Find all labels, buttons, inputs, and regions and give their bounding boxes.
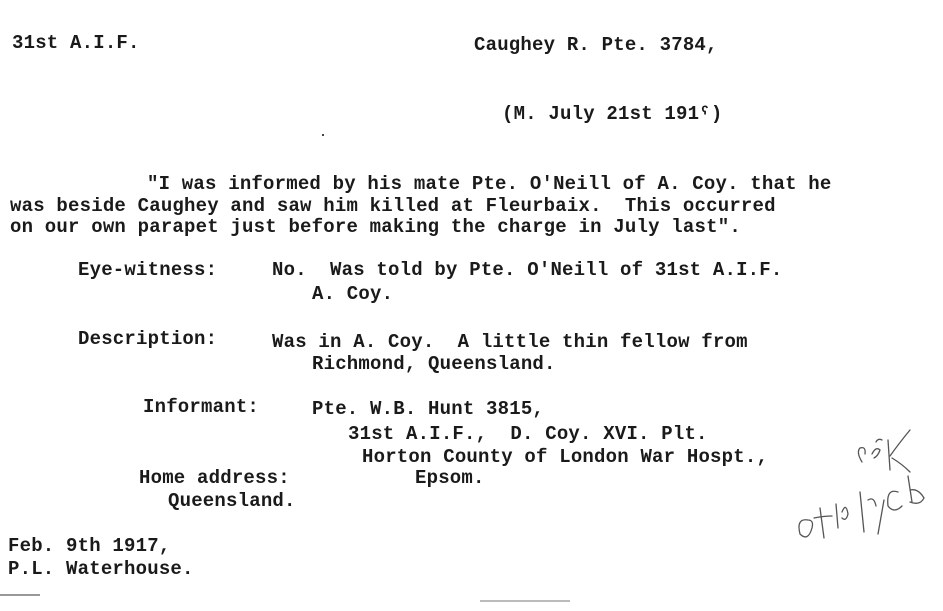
description-value: Was in A. Coy. A little thin fellow from bbox=[272, 331, 748, 353]
statement-line: was beside Caughey and saw him killed at Fleurbaix. This occurred bbox=[10, 195, 776, 217]
home-address-label: Home address: bbox=[139, 467, 290, 489]
eye-witness-label: Eye-witness: bbox=[78, 259, 218, 281]
unit-heading: 31st A.I.F. bbox=[12, 32, 140, 54]
informant-value: Pte. W.B. Hunt 3815, bbox=[312, 398, 545, 420]
paper-mark bbox=[322, 134, 324, 136]
description-value: Richmond, Queensland. bbox=[312, 353, 556, 375]
description-label: Description: bbox=[78, 328, 218, 350]
signature-date: Feb. 9th 1917, bbox=[8, 535, 171, 557]
soldier-name: Caughey R. Pte. 3784, bbox=[474, 34, 718, 56]
eye-witness-value: A. Coy. bbox=[312, 283, 394, 305]
paper-mark bbox=[0, 594, 40, 596]
eye-witness-value: No. Was told by Pte. O'Neill of 31st A.I.F. bbox=[272, 259, 783, 281]
home-address-value: Epsom. bbox=[415, 467, 485, 489]
informant-value: Horton County of London War Hospt., bbox=[362, 446, 769, 468]
informant-label: Informant: bbox=[143, 396, 260, 418]
statement-line: on our own parapet just before making the charge in July last". bbox=[10, 216, 741, 238]
signature-name: P.L. Waterhouse. bbox=[8, 558, 194, 580]
home-address-value: Queensland. bbox=[168, 490, 296, 512]
informant-value: 31st A.I.F., D. Coy. XVI. Plt. bbox=[348, 423, 708, 445]
missing-date: (M. July 21st 191ˁ) bbox=[502, 103, 723, 125]
handwritten-annotation-icon bbox=[780, 400, 940, 550]
statement-line: "I was informed by his mate Pte. O'Neill of A. Coy. that he bbox=[147, 173, 832, 195]
paper-mark bbox=[480, 600, 570, 602]
